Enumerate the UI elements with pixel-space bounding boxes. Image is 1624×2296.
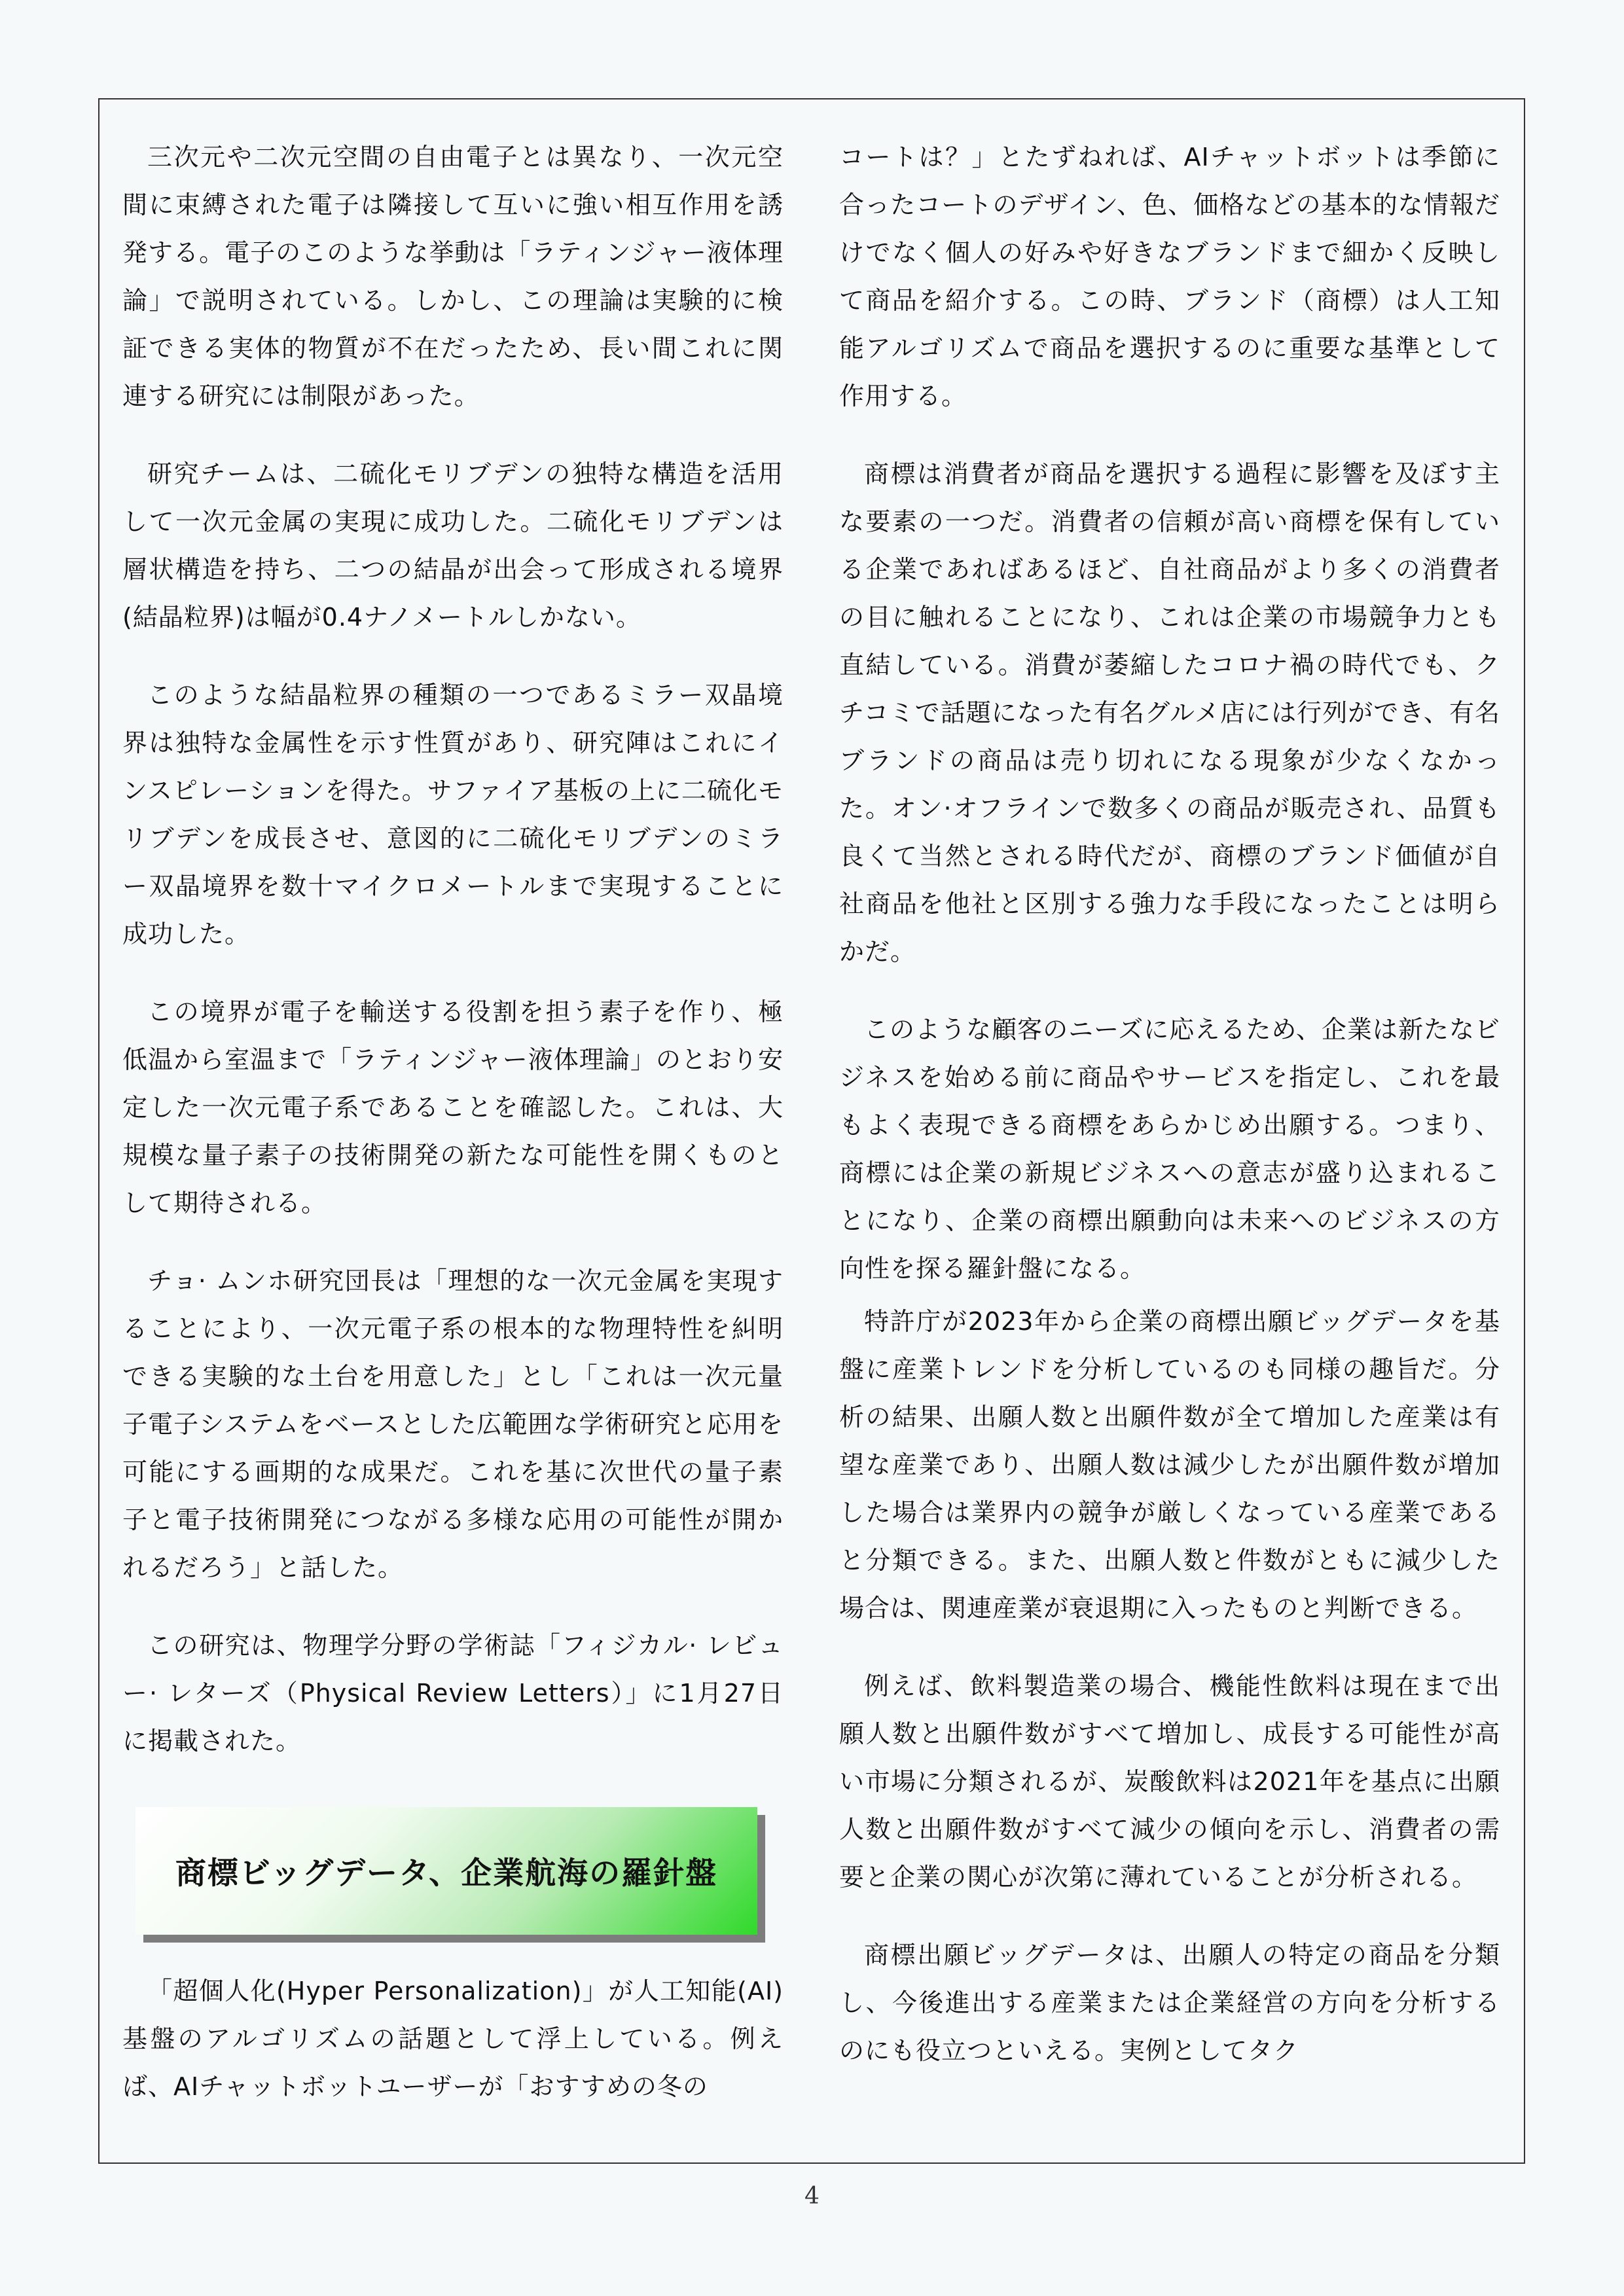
left-column [122,134,784,2111]
paragraph: このような結晶粒界の種類の一つであるミラー双晶境界は独特な金属性を示す性質があり、研究陣はこれにインスピレーションを得た。サファイア基板の上に二硫化モリブデンを成長させ、意図的に二硫化モリブデンのミラー双晶境界を数十マイクロメートルまで実現することに成功した。 [122,681,784,948]
paragraph: 三次元や二次元空間の自由電子とは異なり、一次元空間に束縛された電子は隣接して互いに強い相互作用を誘発する。電子のこのような挙動は「ラティンジャー液体理論」で説明されている。しかし、この理論は実験的に検証できる実体的物質が不在だったため、長い間これに関連する研究には制限があった。 [122,143,784,410]
paragraph: 研究チームは、二硫化モリブデンの独特な構造を活用して一次元金属の実現に成功した。二硫化モリブデンは層状構造を持ち、二つの結晶が出会って形成される境界(結晶粒界)は幅が0.4ナノメートルしかない。 [122,459,784,632]
paragraph: この境界が電子を輸送する役割を担う素子を作り、極低温から室温まで「ラティンジャー液体理論」のとおり安定した一次元電子系であることを確認した。これは、大規模な量子素子の技術開発の新たな可能性を開くものとして期待される。 [122,997,784,1217]
paragraph: チョ· ムンホ研究団長は「理想的な一次元金属を実現することにより、一次元電子系の根本的な物理特性を糾明できる実験的な土台を用意した」とし「これは一次元量子電子システムをベースとした広範囲な学術研究と応用を可能にする画期的な成果だ。これを基に次世代の量子素子と電子技術開発につながる多様な応用の可能性が開かれるだろう」と話した。 [122,1266,784,1582]
page-frame [98,98,1525,2164]
paragraph: 商標出願ビッグデータは、出願人の特定の商品を分類し、今後進出する産業または企業経営の方向を分析するのにも役立つといえる。実例としてタク [839,1941,1500,2065]
page-number: 4 [804,2183,820,2210]
paragraph: 商標は消費者が商品を選択する過程に影響を及ぼす主な要素の一つだ。消費者の信頼が高い商標を保有している企業であればあるほど、自社商品がより多くの消費者の目に触れることになり、これは企業の市場競争力とも直結している。消費が萎縮したコロナ禍の時代でも、クチコミで話題になった有名グルメ店には行列ができ、有名ブランドの商品は売り切れになる現象が少なくなかった。オン·オフラインで数多くの商品が販売され、品質も良くて当然とされる時代だが、商標のブランド価値が自社商品を他社と区別する強力な手段になったことは明らかだ。 [839,459,1500,966]
right-column [839,134,1500,2075]
paragraph: このような顧客のニーズに応えるため、企業は新たなビジネスを始める前に商品やサービスを指定し、これを最もよく表現できる商標をあらかじめ出願する。つまり、商標には企業の新規ビジネスへの意志が盛り込まれることになり、企業の商標出願動向は未来へのビジネスの方向性を探る羅針盤になる。 [839,1015,1500,1283]
paragraph: 例えば、飲料製造業の場合、機能性飲料は現在まで出願人数と出願件数がすべて増加し、成長する可能性が高い市場に分類されるが、炭酸飲料は2021年を基点に出願人数と出願件数がすべて減少の傾向を示し、消費者の需要と企業の関心が次第に薄れていることが分析される。 [839,1672,1500,1892]
paragraph: コートは？」とたずねれば、AIチャットボットは季節に合ったコートのデザイン、色、価格などの基本的な情報だけでなく個人の好みや好きなブランドまで細かく反映して商品を紹介する。この時、ブランド（商標）は人工知能アルゴリズムで商品を選択するのに重要な基準として作用する。 [839,143,1500,410]
paragraph: この研究は、物理学分野の学術誌「フィジカル· レビュー· レターズ（Physical Review Letters）」に1月27日に掲載された。 [122,1631,784,1755]
paragraph: 「超個人化(Hyper Personalization)」が人工知能(AI)基盤のアルゴリズムの話題として浮上している。例えば、AIチャットボットユーザーが「おすすめの冬の [122,1977,784,2101]
section-heading: 商標ビッグデータ、企業航海の羅針盤 [135,1807,757,1935]
section-banner [135,1807,761,1941]
paragraph: 特許庁が2023年から企業の商標出願ビッグデータを基盤に産業トレンドを分析しているのも同様の趣旨だ。分析の結果、出願人数と出願件数が全て増加した産業は有望な産業であり、出願人数は減少したが出願件数が増加した場合は業界内の競争が厳しくなっている産業であると分類できる。また、出願人数と件数がともに減少した場合は、関連産業が衰退期に入ったものと判断できる。 [839,1307,1500,1623]
